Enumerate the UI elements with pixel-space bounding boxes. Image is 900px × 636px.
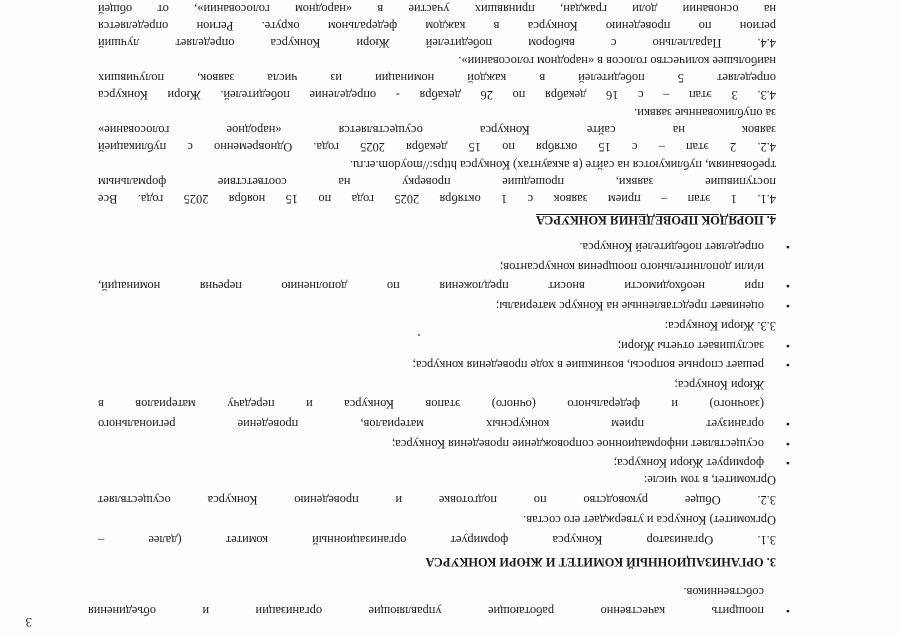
text-line: 3.2. Общее руководство по подготовке и проведению Конкурса осуществляет <box>98 493 776 507</box>
text-line: осуществляет информационное сопровождение проведения Конкурса; <box>391 437 764 451</box>
text-line: 4.1. 1 этап – прием заявок с 1 октября 2025 года по 15 ноября 2025 года. Все <box>98 192 776 206</box>
text-line: 4.2. 2 этап – с 15 октября по 15 декабря 2025 года. Одновременно с публикацией <box>98 140 776 154</box>
bullet: • <box>785 417 790 431</box>
bullet: • <box>785 456 790 470</box>
text-line: (заочного) и федерального (очного) этапов Конкурса и передачу материалов в <box>98 397 764 411</box>
bullet: • <box>785 604 790 618</box>
text-line: регион по проведению Конкурса в каждом федеральном округе. Регион определяется <box>98 19 776 33</box>
text-line: определяет 5 победителей в каждой номинации из числа заявок, получивших <box>98 71 776 85</box>
text-line: решает спорные вопросы, возникшие в ходе проведения конкурса; <box>412 358 764 372</box>
text-line: требованиям, публикуются на сайте (в аккаунтах) Конкурса https://moydom.er.ru. <box>349 158 776 172</box>
scan-speck <box>418 334 420 336</box>
text-line: формирует Жюри Конкурса; <box>613 456 764 470</box>
text-line: 3.3. Жюри Конкурса: <box>664 319 776 333</box>
text-line: заслушивает отчеты Жюри; <box>617 339 764 353</box>
section-heading: 3. ОРГАНИЗАЦИОННЫЙ КОМИТЕТ И ЖЮРИ КОНКУРСА <box>425 555 776 569</box>
text-line: Оргкомитет) Конкурса и утверждает его состав. <box>523 513 776 527</box>
bullet: • <box>785 279 790 293</box>
bullet: • <box>785 437 790 451</box>
text-line: за опубликованные заявки. <box>634 106 776 120</box>
text-line: Оргкомитет, в том числе: <box>643 473 776 487</box>
text-line: 3.1. Организатор Конкурса формирует организационный комитет (далее – <box>98 533 776 547</box>
bullet: • <box>785 358 790 372</box>
text-line: и/или дополнительного поощрения конкурсантов; <box>499 260 764 274</box>
page-number: 3 <box>25 615 32 630</box>
text-line: 4.4. Параллельно с выбором победителей Жюри Конкурса определяет лучший <box>98 36 776 50</box>
text-line: оценивает представленные на Конкурс материалы; <box>495 299 764 313</box>
bullet: • <box>785 240 790 254</box>
text-line: на основании доли граждан, принявших участие в «народном голосовании», от общей <box>98 2 776 16</box>
text-line: 4.3. 3 этап – с 16 декабря по 26 декабря - определение победителей. Жюри Конкурса <box>98 88 776 102</box>
text-line: собственников. <box>683 585 764 599</box>
text-line: при необходимости вносит предложения по дополнению перечня номинаций, <box>98 279 764 293</box>
text-line: определяет победителей Конкурса. <box>579 240 764 254</box>
text-line: заявок на сайте Конкурса осуществляется «народное голосование» <box>98 123 776 137</box>
text-line: наибольшее количество голосов в «народном голосовании». <box>458 54 776 68</box>
text-line: поощрить качественно работающие управляющие организации и объединения <box>88 604 764 618</box>
text-line: поступившие заявки, прошедшие проверку на соответствие формальным <box>98 175 776 189</box>
bullet: • <box>785 339 790 353</box>
text-line: организует прием конкурсных материалов, проведение регионального <box>98 417 764 431</box>
text-line: Жюри Конкурса; <box>674 378 764 392</box>
bullet: • <box>785 299 790 313</box>
section-heading: 4. ПОРЯДОК ПРОВЕДЕНИЯ КОНКУРСА <box>535 213 776 227</box>
